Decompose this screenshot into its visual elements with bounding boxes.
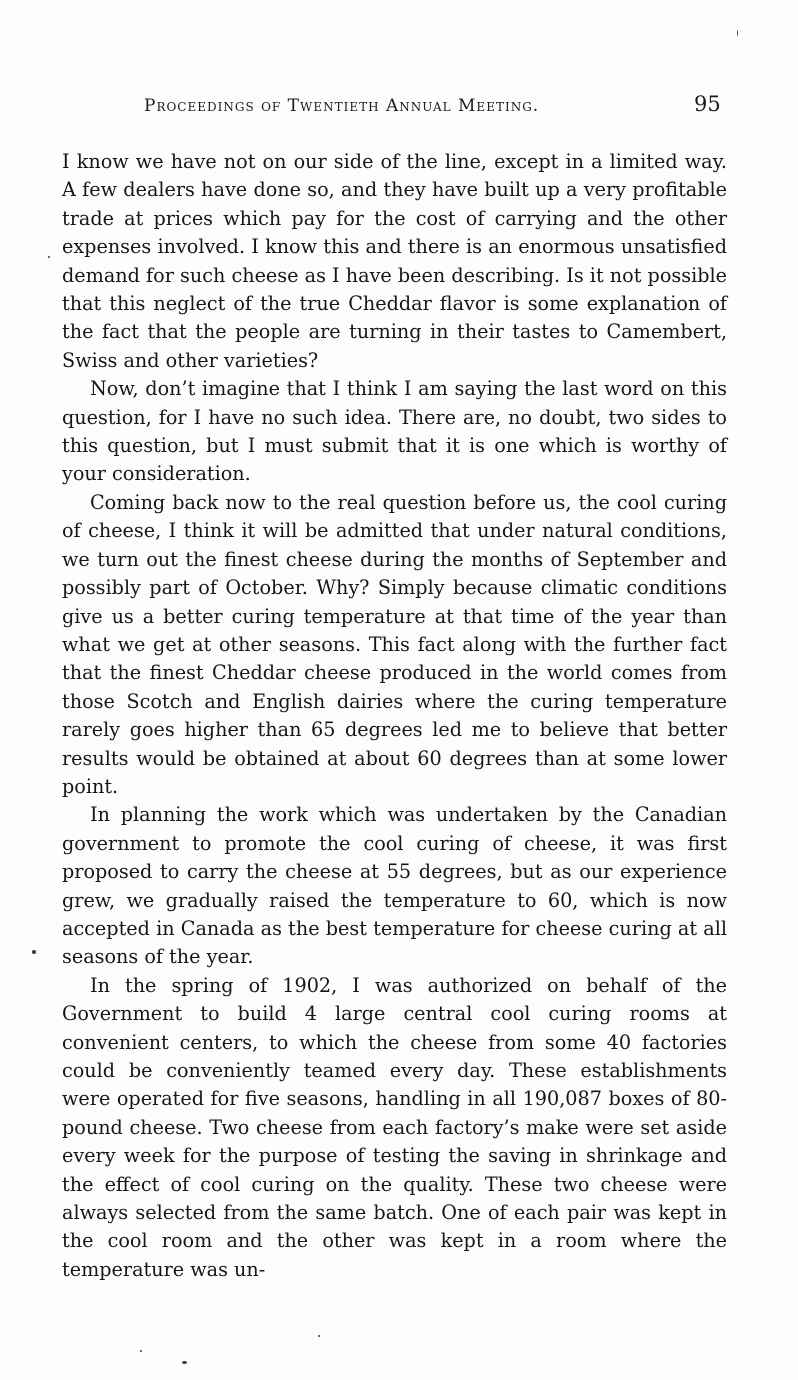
scan-speck	[140, 1350, 142, 1352]
paragraph: In the spring of 1902, I was authorized on behalf of the Government to build 4 large central cool curing rooms at convenient centers, to which the cheese from some 40 factories could be conveniently teamed every day. These establishments were operated for five seasons, handling in all 190,087 boxes of 80-pound cheese. Two cheese from each factory’s make were set aside every week for the purpose of testing the saving in shrinkage and the effect of cool curing on the quality. These two cheese were always selected from the same batch. One of each pair was kept in the cool room and the other was kept in a room where the temperature was un-	[62, 973, 727, 1281]
page-number: 95	[694, 92, 721, 116]
paragraph: In planning the work which was undertaken by the Canadian government to promote the cool curing of cheese, it was first proposed to carry the cheese at 55 degrees, but as our experience grew, we gradually raised the temperature to 60, which is now accepted in Canada as the best temperature for cheese curing at all seasons of the year.	[62, 803, 727, 969]
paragraph: Now, don’t imagine that I think I am saying the last word on this question, for I have no such idea. There are, no doubt, two sides to this question, but I must submit that it is one which is worthy of your consideration.	[62, 377, 727, 486]
scan-speck	[32, 950, 36, 954]
scan-speck	[48, 256, 50, 258]
scan-speck	[737, 30, 738, 36]
paragraph: I know we have not on our side of the line, except in a limited way. A few dealers have done so, and they have built up a very profitable trade at prices which pay for the cost of carrying and the other expenses involved. I know this and there is an enormous unsatisfied demand for such cheese as I have been describing. Is it not possible that this neglect of the true Cheddar flavor is some explanation of the fact that the people are turning in their tastes to Camembert, Swiss and other varieties?	[62, 150, 727, 372]
scan-speck	[182, 1361, 187, 1364]
running-title: Proceedings of Twentieth Annual Meeting.	[144, 96, 540, 116]
paragraph: Coming back now to the real question before us, the cool curing of cheese, I think it will be admitted that under natural conditions, we turn out the finest cheese during the months of September and possibly part of October. Why? Simply because climatic conditions give us a better curing temperature at that time of the year than what we get at other seasons. This fact along with the further fact that the finest Cheddar cheese produced in the world comes from those Scotch and English dairies where the curing temperature rarely goes higher than 65 degrees led me to believe that better results would be obtained at about 60 degrees than at some lower point.	[62, 490, 727, 798]
scan-speck	[318, 1335, 320, 1337]
body-text	[62, 148, 727, 1284]
running-header	[0, 92, 798, 128]
